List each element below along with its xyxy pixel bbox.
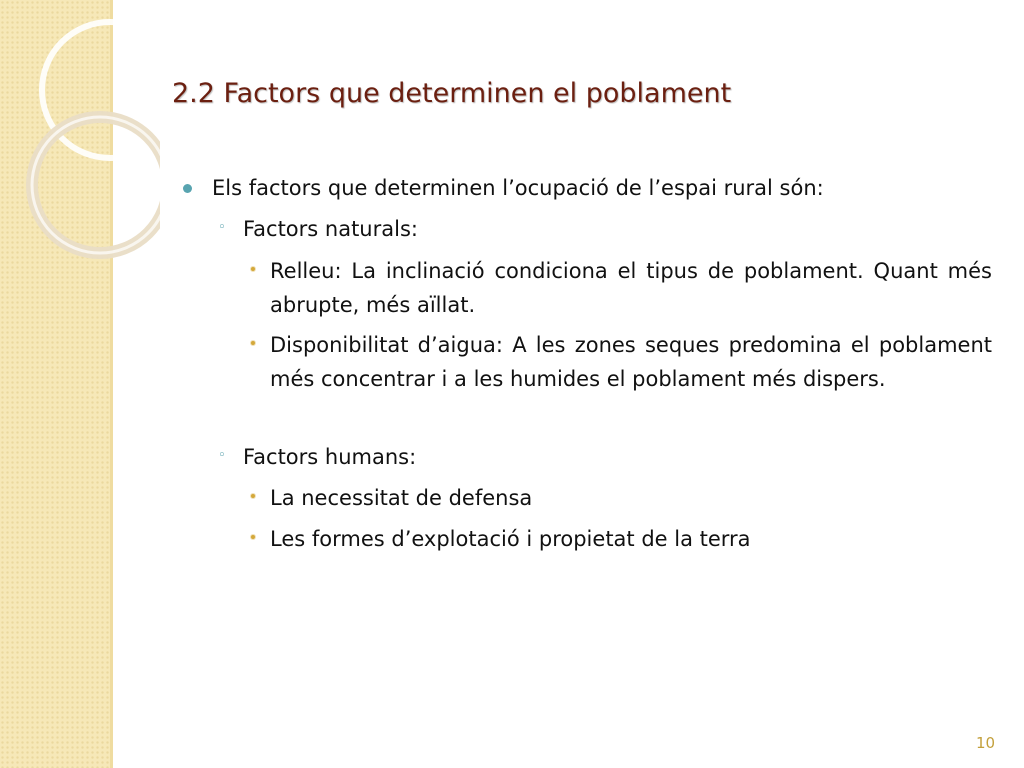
list-item-level3: Disponibilitat d’aigua: A les zones seques predomina el poblament més concentrar i a les humides el poblament més dispers. — [270, 333, 992, 391]
decorative-rings — [0, 0, 160, 300]
list-item-level3: Relleu: La inclinació condiciona el tipus de poblament. Quant més abrupte, més aïllat. — [270, 259, 992, 317]
list-item-level1: Els factors que determinen l’ocupació de l’espai rural són: — [212, 176, 824, 200]
list-item-level2: Factors humans: — [243, 445, 417, 469]
list-item-level3: La necessitat de defensa — [270, 486, 533, 510]
page-number: 10 — [976, 734, 996, 752]
bullet-level1-icon — [183, 184, 192, 193]
bullet-level3-icon — [251, 341, 255, 345]
bullet-level3-icon — [251, 494, 255, 498]
bullet-level2-icon: ◦ — [218, 448, 226, 463]
list-item-level3: Les formes d’explotació i propietat de la terra — [270, 527, 751, 551]
bullet-level2-icon: ◦ — [218, 220, 226, 235]
bullet-level3-icon — [251, 267, 255, 271]
list-item-level2: Factors naturals: — [243, 217, 418, 241]
slide-title: 2.2 Factors que determinen el poblament — [172, 78, 732, 109]
bullet-level3-icon — [251, 535, 255, 539]
